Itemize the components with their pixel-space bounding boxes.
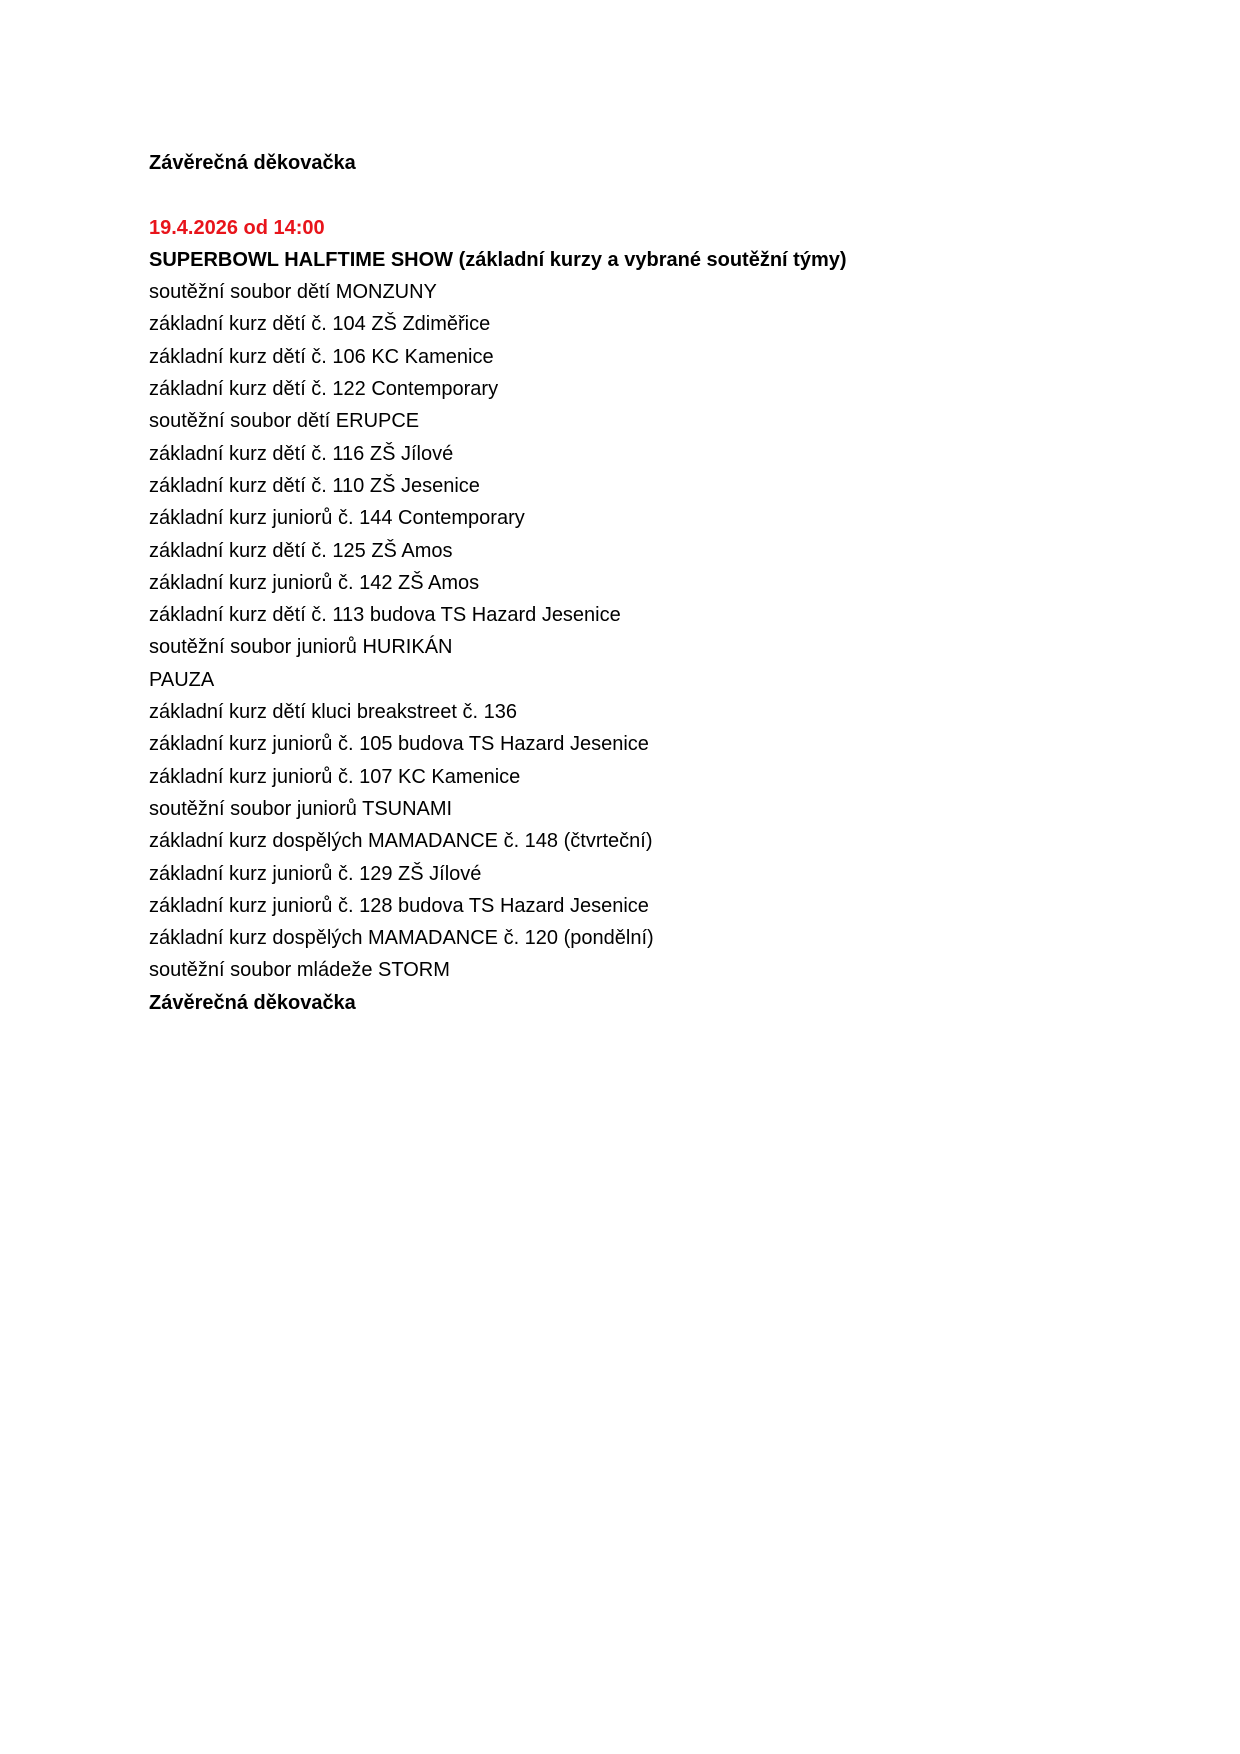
program-item: základní kurz dětí č. 116 ZŠ Jílové [149, 442, 454, 465]
program-item: základní kurz dětí č. 104 ZŠ Zdiměřice [149, 313, 491, 336]
program-item: základní kurz juniorů č. 128 budova TS Hazard Jesenice [149, 894, 649, 917]
document-heading: Závěrečná děkovačka [149, 152, 356, 174]
program-item: základní kurz juniorů č. 107 KC Kamenice [149, 765, 521, 788]
closing-heading: Závěrečná děkovačka [149, 991, 356, 1014]
document-content [149, 147, 1149, 1019]
program-item: soutěžní soubor dětí ERUPCE [149, 410, 420, 433]
program-item: základní kurz dětí č. 125 ZŠ Amos [149, 539, 453, 562]
program-item: základní kurz dětí č. 106 KC Kamenice [149, 345, 494, 368]
program-item: soutěžní soubor mládeže STORM [149, 959, 450, 982]
program-item: soutěžní soubor juniorů TSUNAMI [149, 797, 453, 820]
program-list [149, 276, 1149, 987]
spacer [149, 179, 1149, 211]
program-item-pause: PAUZA [149, 668, 215, 691]
program-item: základní kurz dětí č. 122 Contemporary [149, 378, 499, 401]
program-item: základní kurz dětí kluci breakstreet č. 136 [149, 701, 517, 724]
program-item: základní kurz juniorů č. 144 Contemporary [149, 507, 525, 530]
program-item: základní kurz dospělých MAMADANCE č. 148 (čtvrteční) [149, 830, 653, 853]
program-item: základní kurz dětí č. 113 budova TS Hazard Jesenice [149, 604, 621, 627]
program-item: soutěžní soubor juniorů HURIKÁN [149, 636, 453, 659]
show-title: SUPERBOWL HALFTIME SHOW (základní kurzy a vybrané soutěžní týmy) [149, 248, 847, 271]
program-item: základní kurz juniorů č. 129 ZŠ Jílové [149, 862, 482, 885]
event-date-time: 19.4.2026 od 14:00 [149, 216, 325, 239]
program-item: základní kurz juniorů č. 142 ZŠ Amos [149, 571, 480, 594]
program-item: základní kurz dětí č. 110 ZŠ Jesenice [149, 474, 480, 497]
program-item: základní kurz juniorů č. 105 budova TS Hazard Jesenice [149, 733, 649, 756]
program-item: soutěžní soubor dětí MONZUNY [149, 281, 437, 304]
program-item: základní kurz dospělých MAMADANCE č. 120 (pondělní) [149, 927, 654, 950]
